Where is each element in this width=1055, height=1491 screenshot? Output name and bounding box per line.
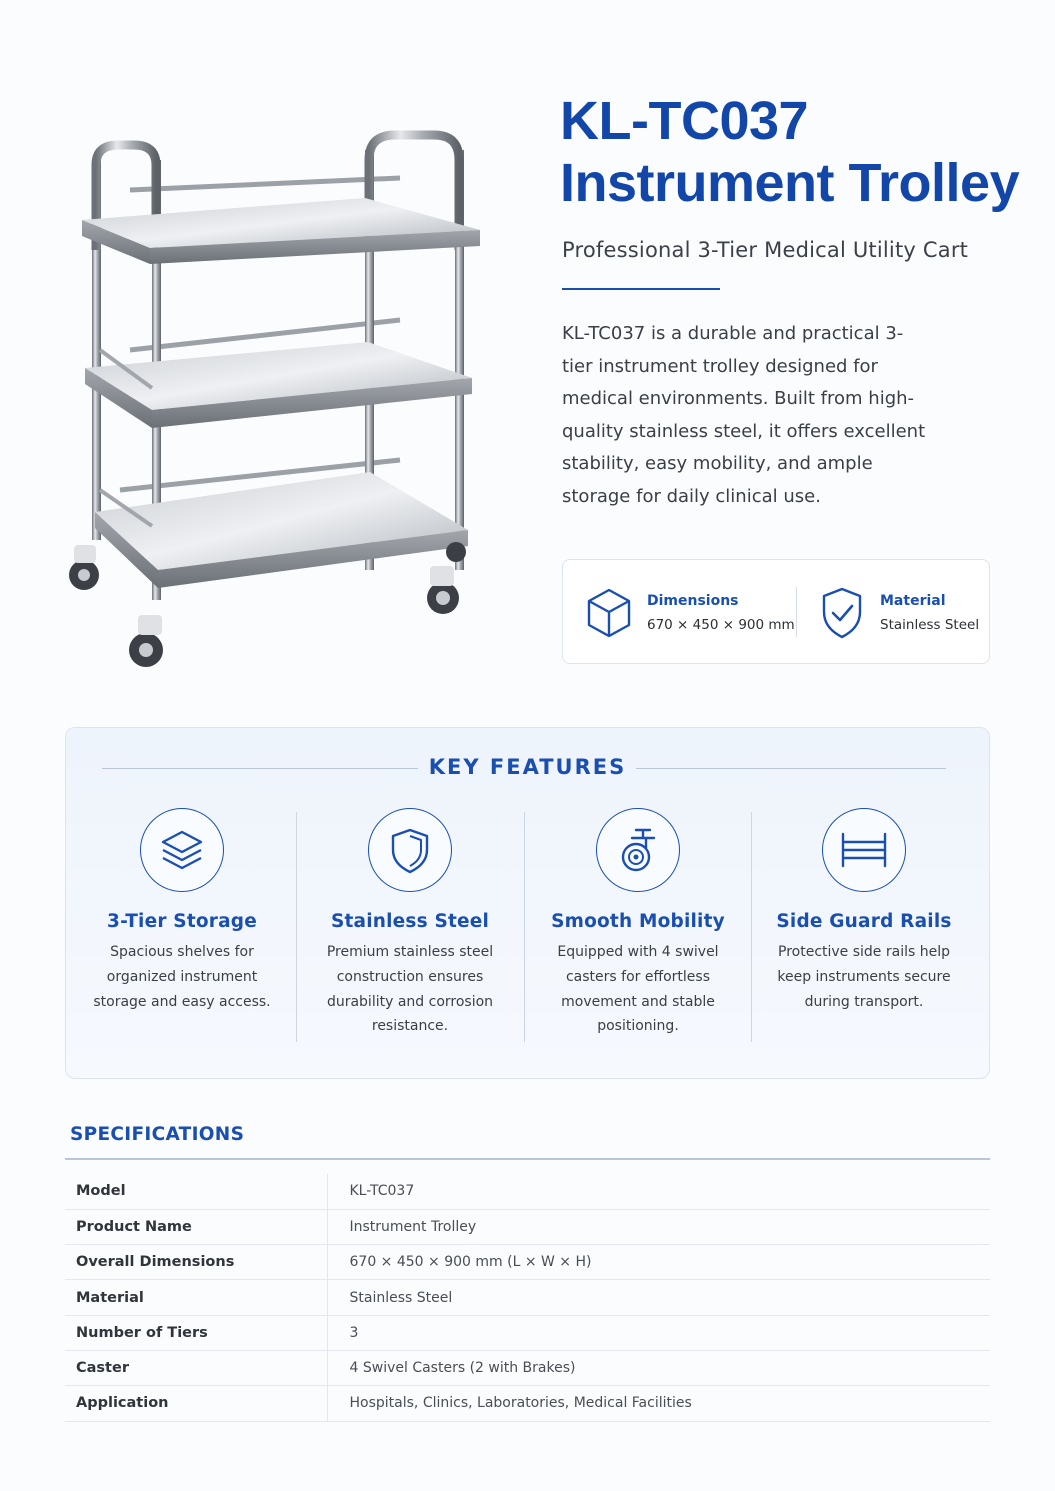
dimensions-label: Dimensions [647, 593, 739, 609]
cube-icon [585, 586, 633, 640]
feature-icon-circle [596, 808, 680, 892]
dimensions-value: 670 × 450 × 900 mm [647, 617, 795, 633]
spec-value: Hospitals, Clinics, Laboratories, Medical Facilities [327, 1386, 990, 1421]
caster-wheel-icon [614, 826, 662, 874]
product-description: KL-TC037 is a durable and practical 3-tier instrument trolley designed for medical environments. Built from high-quality stainless steel, it offers excellent stability, easy mobility, and ample storage for daily clinical use. [562, 323, 926, 507]
feature-description: Spacious shelves for organized instrument storage and easy access. [93, 944, 271, 1010]
spec-value: Stainless Steel [327, 1280, 990, 1315]
table-row [65, 1209, 990, 1244]
feature-item [296, 808, 524, 1039]
spec-key: Number of Tiers [65, 1315, 327, 1350]
spec-value: 3 [327, 1315, 990, 1350]
feature-title: Stainless Steel [330, 911, 490, 932]
spec-key: Product Name [65, 1209, 327, 1244]
trolley-product-image [50, 120, 510, 680]
feature-item [524, 808, 752, 1039]
product-subtitle: Professional 3-Tier Medical Utility Cart [562, 238, 969, 262]
material-value: Stainless Steel [880, 617, 980, 633]
feature-title: 3-Tier Storage [107, 911, 257, 932]
spec-card-divider [796, 587, 797, 637]
table-row [65, 1315, 990, 1350]
product-model: KL-TC037 [560, 91, 809, 151]
product-name: Instrument Trolley [560, 153, 1020, 213]
spec-value: 670 × 450 × 900 mm (L × W × H) [327, 1245, 990, 1280]
table-row [65, 1350, 990, 1385]
guard-rail-icon [837, 830, 891, 870]
feature-description: Equipped with 4 swivel casters for effortless movement and stable positioning. [557, 944, 719, 1035]
feature-icon-circle [368, 808, 452, 892]
feature-item [750, 808, 978, 1014]
table-row [65, 1280, 990, 1315]
feature-title: Smooth Mobility [551, 911, 725, 932]
title-divider [562, 288, 720, 290]
spec-key: Application [65, 1386, 327, 1421]
product-title [560, 90, 1020, 214]
feature-icon-circle [822, 808, 906, 892]
specifications-table [65, 1174, 990, 1422]
spec-value: 4 Swivel Casters (2 with Brakes) [327, 1350, 990, 1385]
material-label: Material [880, 593, 946, 609]
specifications-rule [65, 1158, 990, 1160]
features-heading: KEY FEATURES [428, 755, 627, 779]
key-features-panel [65, 727, 990, 1079]
spec-value: KL-TC037 [327, 1174, 990, 1209]
feature-description: Premium stainless steel construction ensures durability and corrosion resistance. [326, 944, 494, 1035]
shield-check-icon [818, 586, 866, 640]
feature-title: Side Guard Rails [776, 911, 952, 932]
feature-item [68, 808, 296, 1014]
table-row [65, 1174, 990, 1209]
spec-key: Caster [65, 1350, 327, 1385]
shield-icon [386, 826, 434, 874]
features-heading-line-right [636, 768, 946, 769]
feature-description: Protective side rails help keep instruments secure during transport. [777, 944, 951, 1010]
table-row [65, 1245, 990, 1280]
spec-key: Material [65, 1280, 327, 1315]
spec-key: Overall Dimensions [65, 1245, 327, 1280]
spec-value: Instrument Trolley [327, 1209, 990, 1244]
quick-specs-card [562, 559, 990, 664]
table-row [65, 1386, 990, 1421]
specifications-heading: SPECIFICATIONS [70, 1124, 245, 1145]
spec-key: Model [65, 1174, 327, 1209]
feature-icon-circle [140, 808, 224, 892]
layers-icon [158, 826, 206, 874]
